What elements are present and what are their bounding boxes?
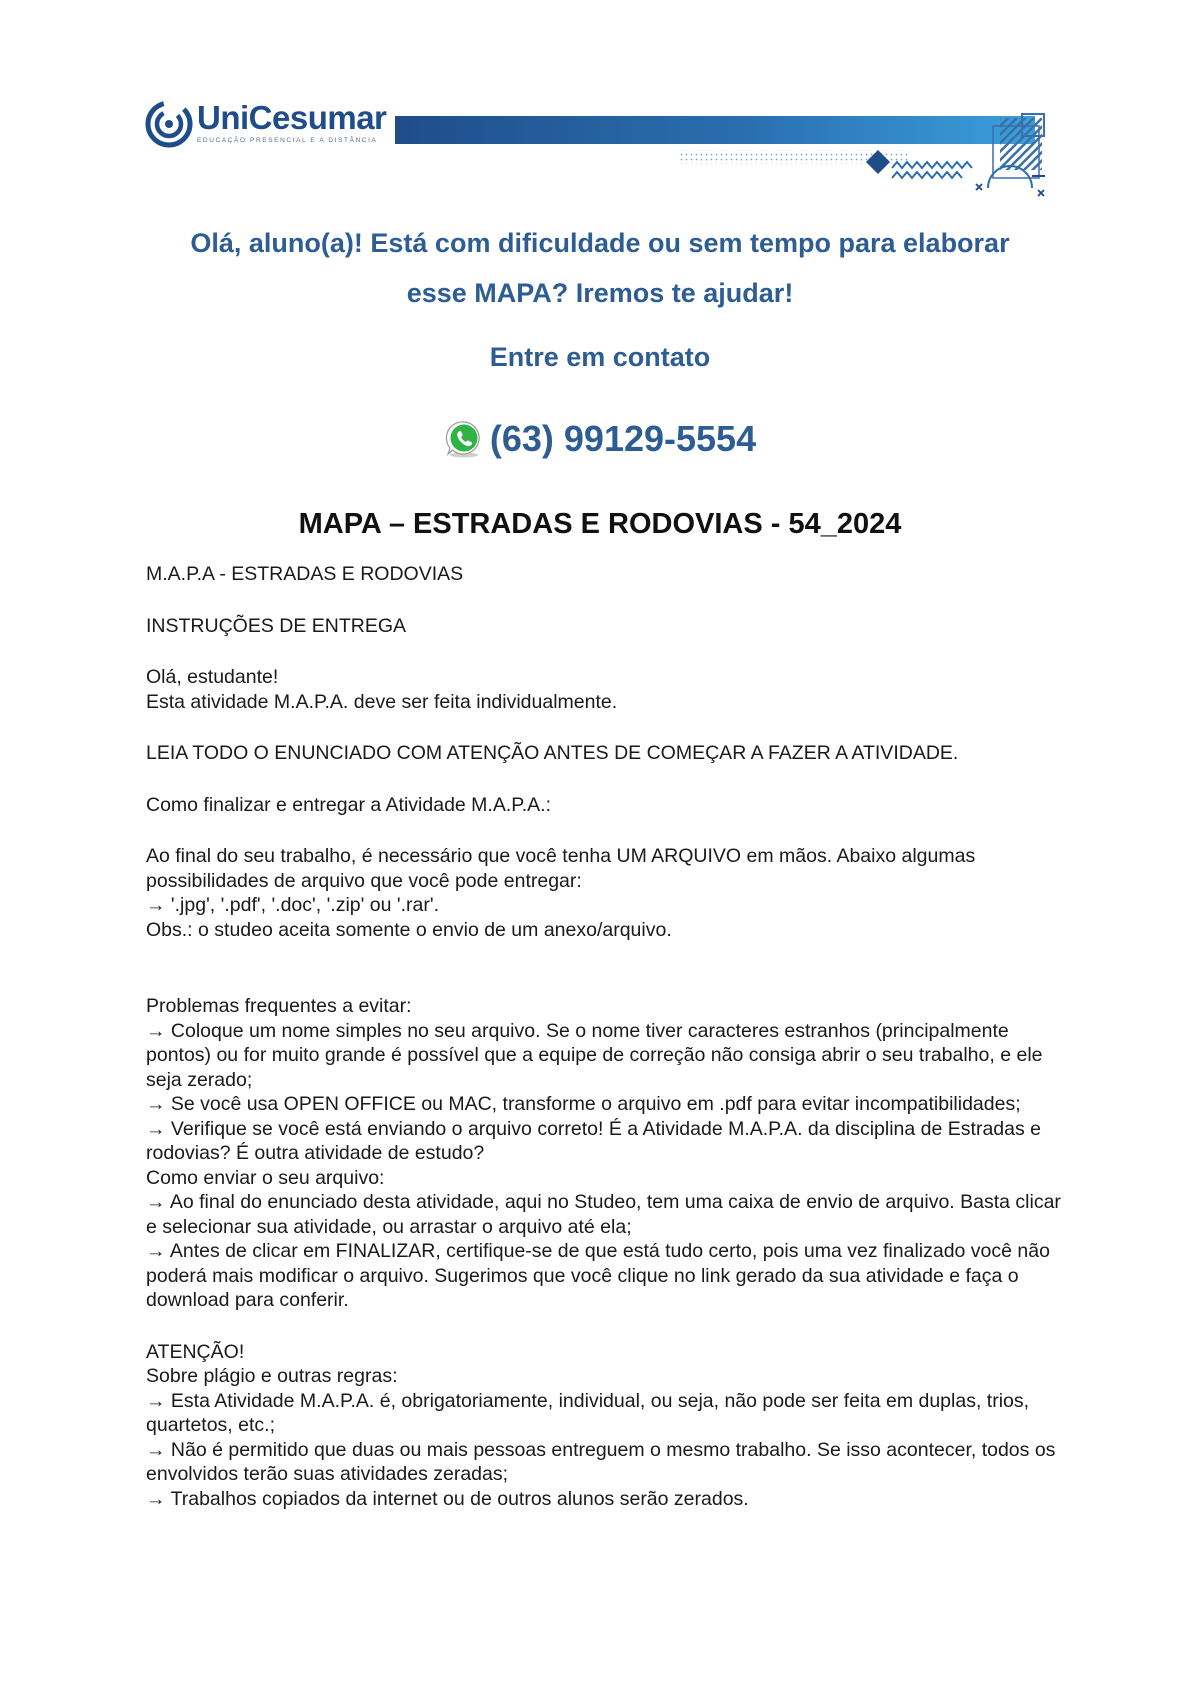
plagiarism-heading: Sobre plágio e outras regras: bbox=[146, 1365, 398, 1387]
attention-heading: ATENÇÃO! bbox=[146, 1340, 245, 1363]
rule-individual: → Esta Atividade M.A.P.A. é, obrigatoriamente, individual, ou seja, não pode ser feita em duplas, trios, quartetos, etc.; bbox=[146, 1389, 1030, 1436]
document-title: MAPA – ESTRADAS E RODOVIAS - 54_2024 bbox=[298, 508, 902, 540]
how-to-send-heading: Como enviar o seu arquivo: bbox=[146, 1166, 385, 1189]
page-header bbox=[0, 0, 1200, 200]
phone-number[interactable]: (63) 99129-5554 bbox=[489, 418, 757, 459]
whatsapp-icon bbox=[444, 419, 484, 459]
problem-correct-file: → Verifique se você está enviando o arquivo correto! É a Atividade M.A.P.A. da disciplina de Estradas e rodovias? É outra atividade de estudo? bbox=[146, 1117, 1041, 1164]
send-step-upload: → Ao final do enunciado desta atividade, aqui no Studeo, tem uma caixa de envio de arquivo. Basta clicar e selecionar sua atividade, ou arrastar o arquivo até ela; bbox=[146, 1191, 1061, 1238]
rule-copied: → Trabalhos copiados da internet ou de outros alunos serão zerados. bbox=[146, 1487, 749, 1510]
unicesumar-logo-icon bbox=[145, 100, 193, 148]
greeting: Olá, estudante! bbox=[146, 666, 279, 688]
document-body bbox=[146, 562, 1066, 1511]
intro-message bbox=[0, 218, 1200, 318]
individual-note: Esta atividade M.A.P.A. deve ser feita individualmente. bbox=[146, 690, 618, 713]
unicesumar-logo bbox=[145, 100, 386, 148]
single-file-note: Obs.: o studeo aceita somente o envio de um anexo/arquivo. bbox=[146, 918, 672, 941]
contact-label: Entre em contato bbox=[489, 342, 711, 372]
finalize-heading: Como finalizar e entregar a Atividade M.A.P.A.: bbox=[146, 793, 552, 816]
file-types: → '.jpg', '.pdf', '.doc', '.zip' ou '.rar'. bbox=[146, 894, 440, 916]
problems-heading: Problemas frequentes a evitar: bbox=[146, 995, 412, 1017]
read-warning: LEIA TODO O ENUNCIADO COM ATENÇÃO ANTES DE COMEÇAR A FAZER A ATIVIDADE. bbox=[146, 742, 959, 764]
logo-subtitle: EDUCAÇÃO PRESENCIAL E A DISTÂNCIA bbox=[197, 137, 378, 144]
delivery-instructions-heading: INSTRUÇÕES DE ENTREGA bbox=[146, 614, 407, 637]
logo-name: UniCesumar bbox=[197, 99, 387, 136]
phone-contact[interactable] bbox=[0, 418, 1200, 460]
problem-open-office: → Se você usa OPEN OFFICE ou MAC, transforme o arquivo em .pdf para evitar incompatibilidades; bbox=[146, 1093, 1021, 1115]
rule-same-work: → Não é permitido que duas ou mais pessoas entreguem o mesmo trabalho. Se isso acontecer, todos os envolvidos terão suas atividades zeradas; bbox=[146, 1438, 1056, 1485]
intro-line-2: esse MAPA? Iremos te ajudar! bbox=[406, 278, 794, 308]
file-requirement: Ao final do seu trabalho, é necessário que você tenha UM ARQUIVO em mãos. Abaixo algumas possibilidades de arquivo que você pode entregar: bbox=[146, 845, 976, 892]
send-step-finalize: → Antes de clicar em FINALIZAR, certifique-se de que está tudo certo, pois uma vez finalizado você não poderá mais modificar o arquivo. Sugerimos que você clique no link gerado da sua atividade e faça o download para conferir. bbox=[146, 1240, 1050, 1311]
body-heading: M.A.P.A - ESTRADAS E RODOVIAS bbox=[146, 563, 464, 585]
header-decoration bbox=[660, 108, 1060, 200]
intro-line-1: Olá, aluno(a)! Está com dificuldade ou sem tempo para elaborar bbox=[190, 228, 1010, 258]
problem-filename: → Coloque um nome simples no seu arquivo. Se o nome tiver caracteres estranhos (principalmente pontos) ou for muito grande é possível que a equipe de correção não consiga abrir o seu trabalho, e ele seja zerado; bbox=[146, 1019, 1043, 1091]
